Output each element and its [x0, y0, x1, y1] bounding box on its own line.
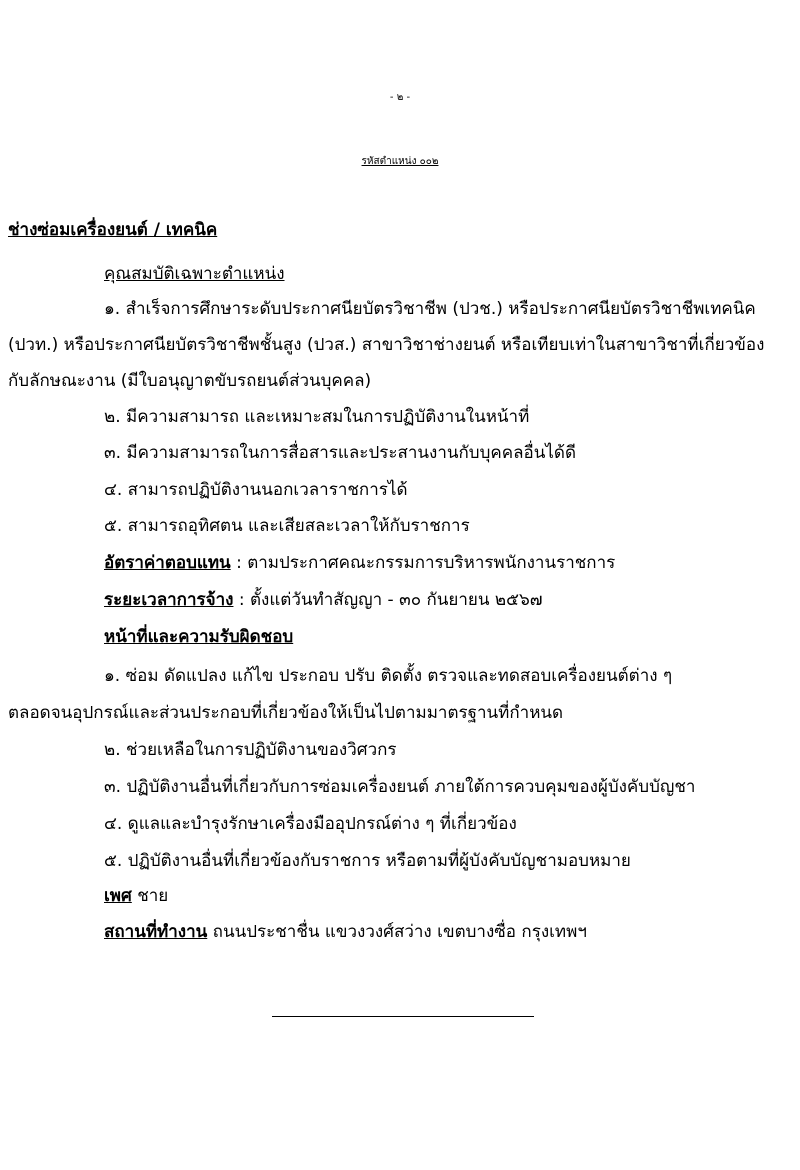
- gender-value: ชาย: [131, 886, 169, 906]
- employment-period-label: ระยะเวลาการจ้าง: [104, 590, 234, 610]
- duty-item-4: ๔. ดูแลและบำรุงรักษาเครื่องมืออุปกรณ์ต่าง ๆ ที่เกี่ยวข้อง: [104, 814, 517, 834]
- compensation-value: : ตามประกาศคณะกรรมการบริหารพนักงานราชการ: [230, 553, 616, 573]
- duty-item-1-line-2: ตลอดจนอุปกรณ์และส่วนประกอบที่เกี่ยวข้องให้เป็นไปตามมาตรฐานที่กำหนด: [8, 703, 564, 723]
- workplace-value: ถนนประชาชื่น แขวงวงศ์สว่าง เขตบางซื่อ กรุงเทพฯ: [207, 922, 587, 942]
- duty-item-5: ๕. ปฏิบัติงานอื่นที่เกี่ยวข้องกับราชการ หรือตามที่ผู้บังคับบัญชามอบหมาย: [104, 851, 631, 871]
- employment-period-value: : ตั้งแต่วันทำสัญญา - ๓๐ กันยายน ๒๕๖๗: [233, 590, 543, 610]
- duty-item-1-line-1: ๑. ซ่อม ดัดแปลง แก้ไข ประกอบ ปรับ ติดตั้ง ตรวจและทดสอบเครื่องยนต์ต่าง ๆ: [104, 666, 673, 686]
- duty-item-3: ๓. ปฏิบัติงานอื่นที่เกี่ยวกับการซ่อมเครื่องยนต์ ภายใต้การควบคุมของผู้บังคับบัญชา: [104, 777, 696, 797]
- position-title: ช่างซ่อมเครื่องยนต์ / เทคนิค: [8, 220, 218, 240]
- qualification-item-1-line-3: กับลักษณะงาน (มีใบอนุญาตขับรถยนต์ส่วนบุคคล): [8, 371, 372, 391]
- qualification-item-1-line-2: (ปวท.) หรือประกาศนียบัตรวิชาชีพชั้นสูง (ปวส.) สาขาวิชาช่างยนต์ หรือเทียบเท่าในสาขาวิชาที่เกี่ยวข้อง: [8, 335, 765, 355]
- qualification-item-1-line-1: ๑. สำเร็จการศึกษาระดับประกาศนียบัตรวิชาชีพ (ปวช.) หรือประกาศนียบัตรวิชาชีพเทคนิค: [104, 299, 756, 319]
- compensation-label: อัตราค่าตอบแทน: [104, 553, 231, 573]
- duties-heading: หน้าที่และความรับผิดชอบ: [104, 627, 294, 647]
- gender-row: [104, 884, 168, 908]
- qualification-item-3: ๓. มีความสามารถในการสื่อสารและประสานงานกับบุคคลอื่นได้ดี: [104, 443, 576, 463]
- workplace-row: [104, 920, 587, 944]
- gender-label: เพศ: [104, 886, 132, 906]
- qualification-item-4: ๔. สามารถปฏิบัติงานนอกเวลาราชการได้: [104, 480, 408, 500]
- position-code: รหัสตำแหน่ง ๐๐๒: [361, 156, 439, 167]
- workplace-label: สถานที่ทำงาน: [104, 922, 208, 942]
- page-number: - ๒ -: [389, 92, 411, 103]
- qualification-item-2: ๒. มีความสามารถ และเหมาะสมในการปฏิบัติงานในหน้าที่: [104, 407, 530, 427]
- closing-divider: [272, 1016, 534, 1017]
- employment-period-row: [104, 588, 543, 612]
- compensation-row: [104, 551, 615, 575]
- duty-item-2: ๒. ช่วยเหลือในการปฏิบัติงานของวิศวกร: [104, 740, 397, 760]
- qualification-item-5: ๕. สามารถอุทิศตน และเสียสละเวลาให้กับราชการ: [104, 516, 470, 536]
- qualifications-heading: คุณสมบัติเฉพาะตำแหน่ง: [104, 264, 285, 284]
